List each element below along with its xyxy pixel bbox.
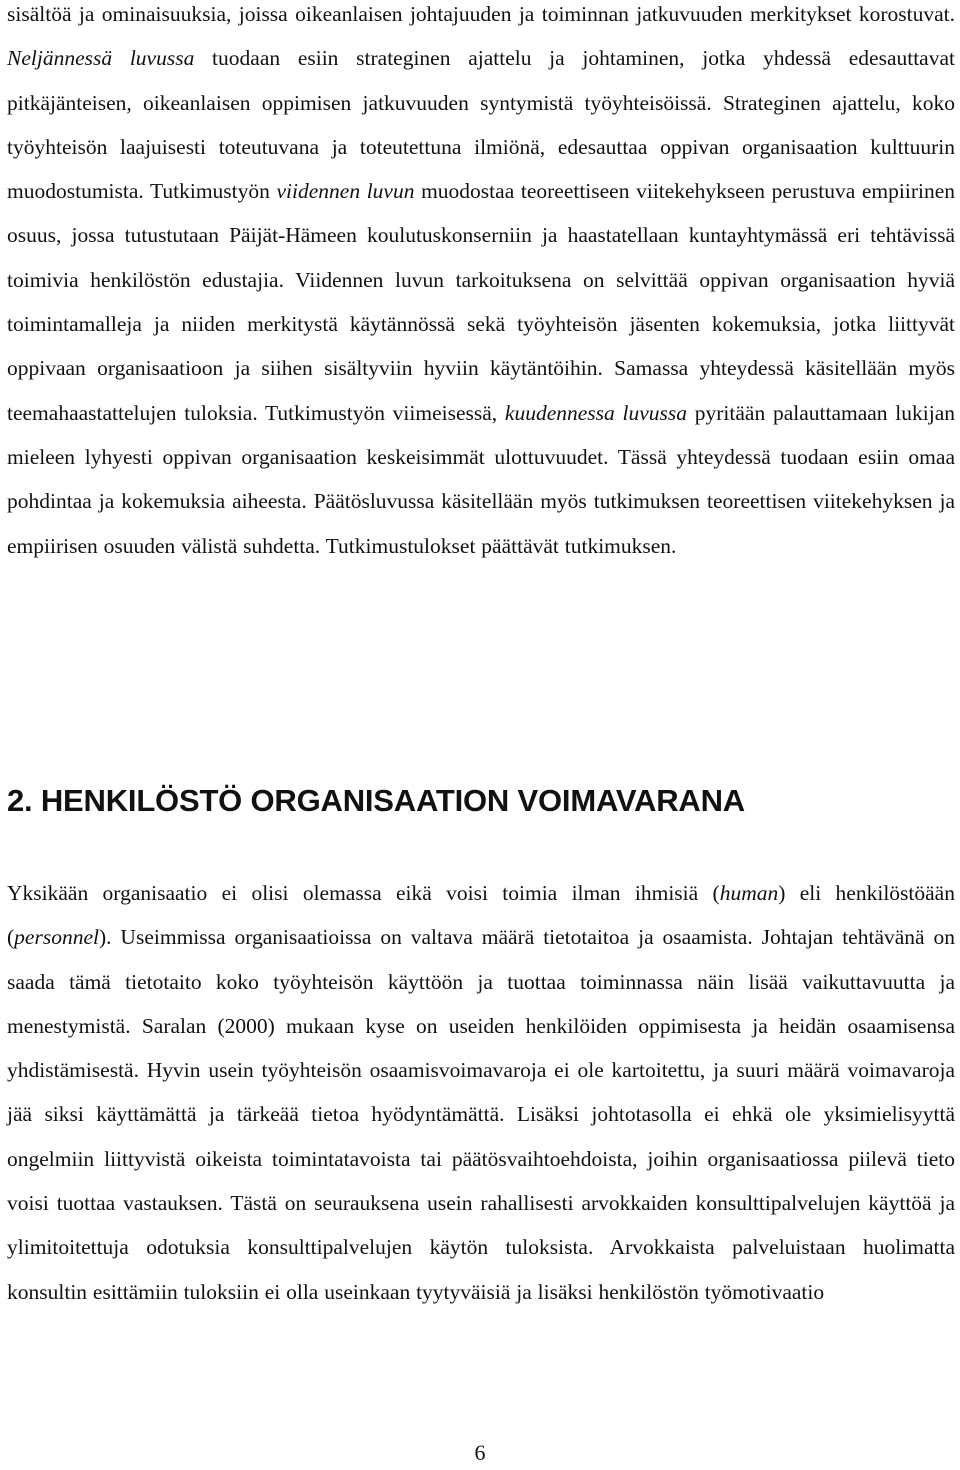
section-heading: 2. HENKILÖSTÖ ORGANISAATION VOIMAVARANA — [7, 783, 745, 818]
italic-term: viidennen luvun — [276, 179, 415, 204]
body-paragraph-section — [7, 871, 955, 1314]
italic-term: Neljännessä luvussa — [7, 46, 195, 71]
italic-term: human — [719, 881, 779, 905]
paragraph-text: muodostaa teoreettiseen viitekehykseen perustuva empiirinen osuus, jossa tutustutaan Päijät-Hämeen koulutuskonserniin ja haastatellaan kuntayhtymässä eri tehtävissä toimivia henkilöstön edustajia. Viidennen luvun tarkoituksena on selvittää oppivan organisaation hyviä toimintamalleja ja niiden merkitystä käytännössä sekä työyhteisön jäsenten kokemuksia, jotka liittyvät oppivaan organisaatioon ja siihen sisältyviin hyviin käytäntöihin. Samassa yhteydessä käsitellään myös teemahaastattelujen tuloksia. Tutkimustyön viimeisessä, — [7, 179, 956, 425]
paragraph-text: Yksikään organisaatio ei olisi olemassa eikä voisi toimia ilman ihmisiä ( — [7, 881, 720, 905]
paragraph-text: ) eli henkilöstöään ( — [7, 881, 955, 950]
paragraph-text: ). Useimmissa organisaatioissa on valtava määrä tietotaitoa ja osaamista. Johtajan tehtävänä on saada tämä tietotaito koko työyhteisön käyttöön ja tuottaa toiminnassa näin lisää vaikuttavuutta ja menestymistä. Saralan (2000) mukaan kyse on useiden henkilöiden oppimisesta ja heidän osaamisensa yhdistämisestä. Hyvin usein työyhteisön osaamisvoimavaroja ei ole kartoitettu, ja suuri määrä voimavaroja jää siksi käyttämättä ja tärkeää tietoa hyödyntämättä. Lisäksi johtotasolla ei ehkä ole yksimielisyyttä ongelmiin liittyvistä oikeista toimintatavoista tai päätösvaihtoehdoista, joihin organisaatiossa piilevä tieto voisi tuottaa vastauksen. Tästä on seurauksena usein rahallisesti arvokkaiden konsulttipalvelujen käyttöä ja ylimitoitettuja odotuksia konsulttipalvelujen käytön tuloksista. Arvokkaista palveluistaan huolimatta konsultin esittämiin tuloksiin ei olla useinkaan tyytyväisiä ja lisäksi henkilöstön työmotivaatio — [7, 925, 955, 1304]
page-number: 6 — [474, 1440, 486, 1465]
paragraph-text: tuodaan esiin strateginen ajattelu ja johtaminen, jotka yhdessä edesauttavat pitkäjänteisen, oikeanlaisen oppimisen jatkuvuuden syntymistä työyhteisöissä. Strateginen ajattelu, koko työyhteisön laajuisesti toteutuvana ja toteutettuna ilmiönä, edesauttaa oppivan organisaation kulttuurin muodostumista. Tutkimustyön — [7, 46, 955, 204]
paragraph-text: sisältöä ja ominaisuuksia, joissa oikeanlaisen johtajuuden ja toiminnan jatkuvuuden merkitykset korostuvat. — [7, 2, 955, 26]
italic-term: kuudennessa luvussa — [504, 400, 688, 425]
body-paragraph-intro — [7, 0, 955, 568]
paragraph-text: pyritään palauttamaan lukijan mieleen lyhyesti oppivan organisaation keskeisimmät ulottuvuudet. Tässä yhteydessä tuodaan esiin omaa pohdintaa ja kokemuksia aiheesta. Päätösluvussa käsitellään myös tutkimuksen teoreettisen viitekehyksen ja empiirisen osuuden välistä suhdetta. Tutkimustulokset päättävät tutkimuksen. — [7, 400, 955, 558]
italic-term: personnel — [14, 925, 99, 950]
